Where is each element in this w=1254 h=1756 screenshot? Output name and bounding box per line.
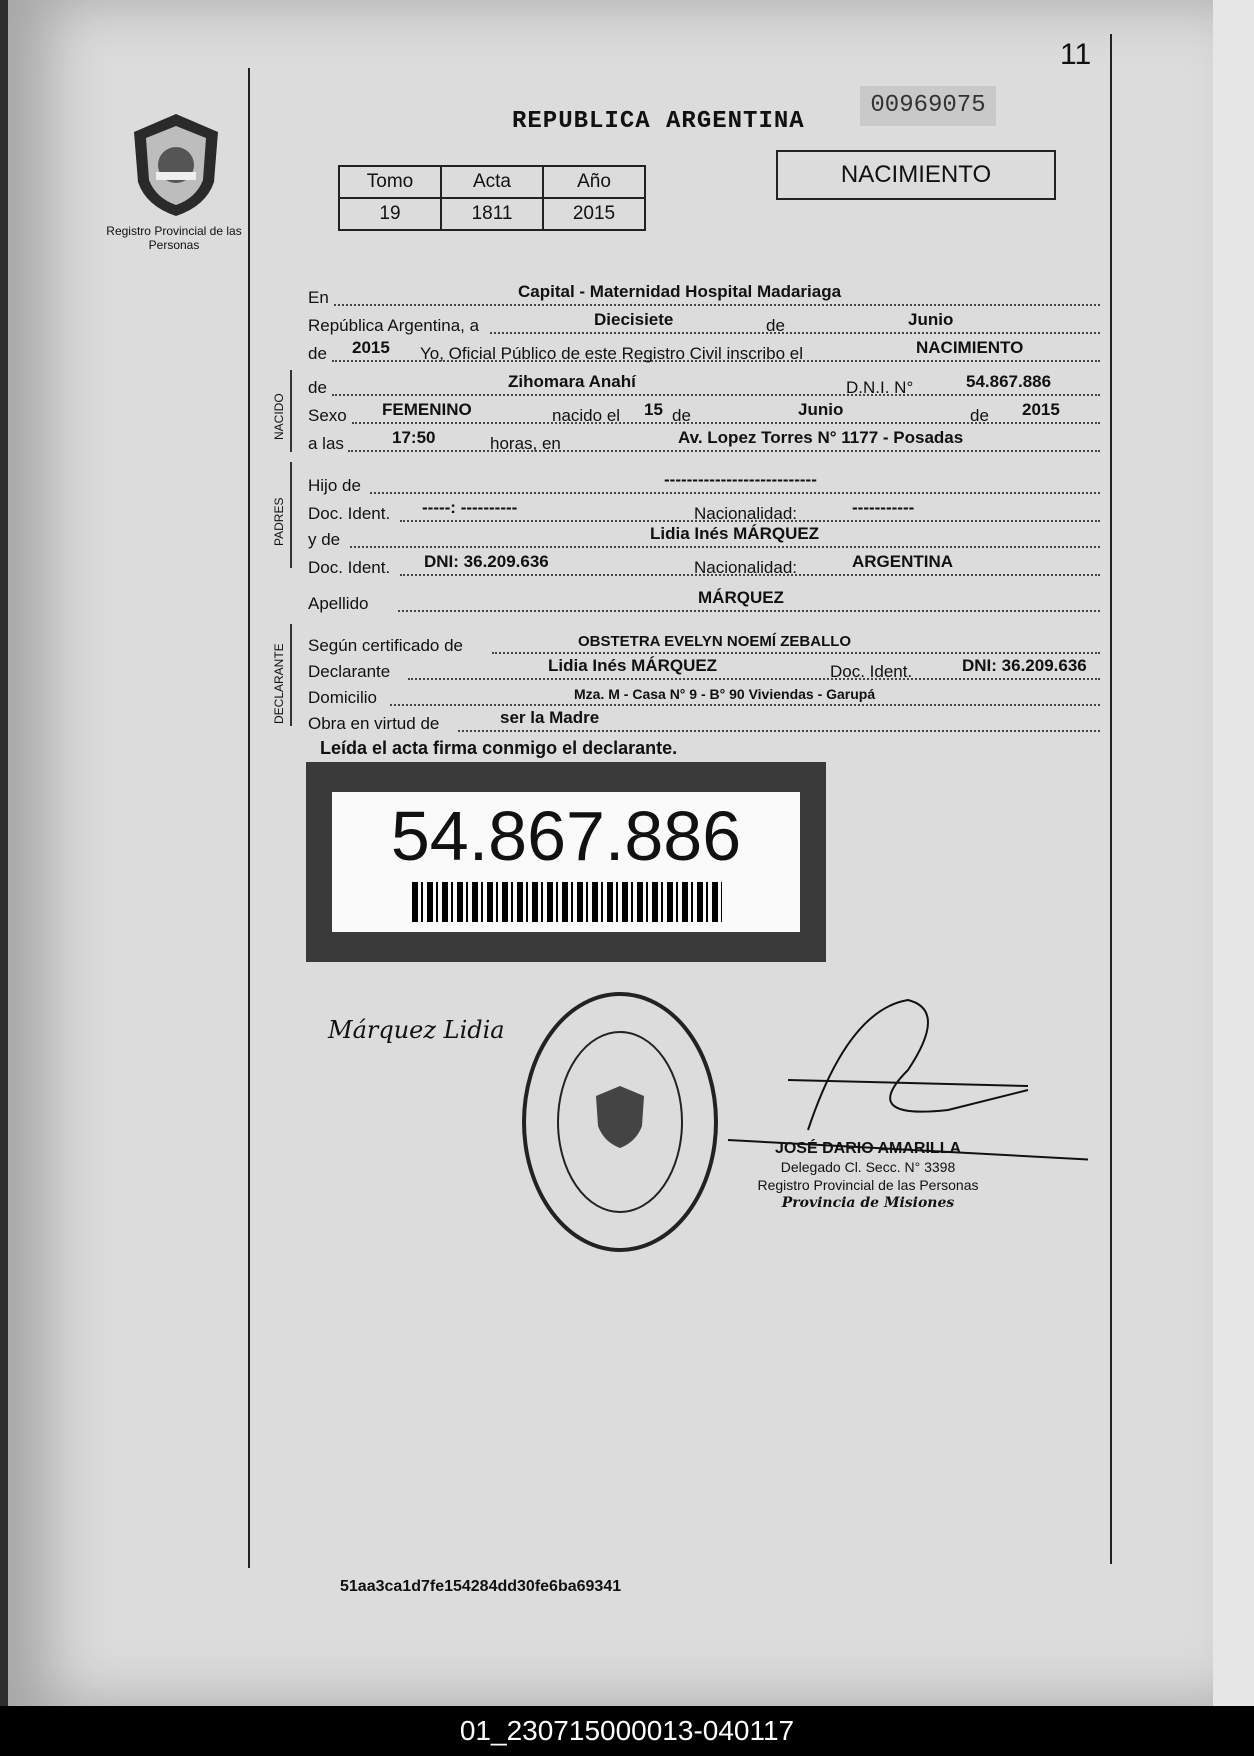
certificate-value: OBSTETRA EVELYN NOEMÍ ZEBALLO: [578, 633, 852, 650]
anio-header: Año: [543, 166, 645, 198]
dni-sticker-number: 54.867.886: [390, 797, 742, 875]
birth-address: Av. Lopez Torres N° 1177 - Posadas: [678, 428, 964, 447]
nacionalidad-label2: Nacionalidad:: [694, 558, 798, 577]
father-row: [308, 470, 1103, 498]
left-margin-line: [248, 68, 250, 1568]
tomo-header: Tomo: [339, 166, 441, 198]
country-title: REPUBLICA ARGENTINA: [512, 108, 805, 135]
apellido-label: Apellido: [308, 594, 369, 613]
oficial-text: Yo, Oficial Público de este Registro Civil inscribo el: [420, 344, 803, 363]
acta-value: 1811: [441, 198, 543, 230]
handwritten-signature: Márquez Lidia: [328, 1016, 505, 1044]
signature-statement: Leída el acta firma conmigo el declarante.: [320, 738, 678, 758]
doc-ident-label3: Doc. Ident.: [830, 662, 913, 681]
obra-value: ser la Madre: [500, 708, 600, 727]
registry-logo: [126, 110, 226, 220]
right-margin-line: [1110, 34, 1112, 1564]
dni-label: D.N.I. N°: [846, 378, 914, 397]
official-province: Provincia de Misiones: [781, 1195, 955, 1211]
register-table: [338, 165, 646, 231]
certificate-sheet: [8, 0, 1213, 1706]
birth-time: 17:50: [392, 428, 436, 447]
anio-value: 2015: [543, 198, 645, 230]
mother-row: [308, 524, 1103, 552]
table-header-row: [339, 166, 645, 198]
birth-day: 15: [644, 400, 663, 419]
year-value: 2015: [352, 338, 390, 357]
declarant-name: Lidia Inés MÁRQUEZ: [548, 656, 718, 675]
de-label2: de: [672, 406, 691, 425]
de2-label: de: [308, 344, 327, 363]
de-label: de: [766, 316, 785, 335]
barcode-icon: [412, 882, 722, 922]
declarant-row: [308, 656, 1103, 684]
segun-label: Según certificado de: [308, 636, 463, 655]
doc-ident-label: Doc. Ident.: [308, 504, 391, 523]
coat-of-arms-icon: [126, 110, 226, 220]
father-name: ---------------------------: [664, 470, 817, 489]
nacido-section-label: NACIDO: [272, 393, 286, 440]
time-row: [308, 428, 1103, 456]
tomo-value: 19: [339, 198, 441, 230]
obra-row: [308, 708, 1103, 736]
scan-footer: 01_230715000013-040117: [0, 1706, 1254, 1756]
acta-header: Acta: [441, 166, 543, 198]
sex-row: [308, 400, 1103, 428]
official-office: Registro Provincial de las Personas: [757, 1177, 979, 1193]
en-label: En: [308, 288, 329, 307]
address-row: [308, 682, 1103, 710]
doc-ident-label2: Doc. Ident.: [308, 558, 391, 577]
date-row: [308, 310, 1103, 338]
father-nationality: -----------: [852, 498, 915, 517]
horas-label: horas, en: [490, 434, 561, 453]
surname-value: MÁRQUEZ: [698, 588, 784, 607]
declarant-doc: DNI: 36.209.636: [962, 656, 1087, 675]
nacido-el-label: nacido el: [552, 406, 621, 425]
y-de-label: y de: [308, 530, 341, 549]
mother-nationality: ARGENTINA: [852, 552, 954, 571]
month-value: Junio: [908, 310, 954, 329]
de-label3: de: [970, 406, 989, 425]
official-seal: [520, 990, 720, 1254]
official-block: [748, 1140, 988, 1212]
father-doc-row: [308, 498, 1103, 526]
day-value: Diecisiete: [594, 310, 674, 329]
padres-section-label: PADRES: [272, 497, 286, 546]
certificate-row: [308, 630, 1103, 658]
child-dni: 54.867.886: [966, 372, 1052, 391]
hijo-de-label: Hijo de: [308, 476, 361, 495]
mother-doc-row: [308, 552, 1103, 580]
name-row: [308, 372, 1103, 400]
nacionalidad-label: Nacionalidad:: [694, 504, 798, 523]
record-type-box: NACIMIENTO: [776, 150, 1056, 200]
republica-label: República Argentina, a: [308, 316, 480, 335]
document-hash: 51aa3ca1d7fe154284dd30fe6ba69341: [340, 1578, 622, 1595]
domicilio-label: Domicilio: [308, 688, 377, 707]
mother-name: Lidia Inés MÁRQUEZ: [650, 524, 820, 543]
father-doc: -----: ----------: [422, 498, 518, 517]
child-name: Zihomara Anahí: [508, 372, 636, 391]
birth-year: 2015: [1022, 400, 1060, 419]
registry-logo-caption: Registro Provincial de las Personas: [106, 224, 242, 252]
page-number: 11: [1060, 38, 1092, 71]
mother-doc: DNI: 36.209.636: [424, 552, 549, 571]
declarante-label: Declarante: [308, 662, 391, 681]
birth-month: Junio: [798, 400, 844, 419]
sexo-value: FEMENINO: [382, 400, 472, 419]
surname-row: [308, 588, 1103, 616]
declarante-section-label: DECLARANTE: [272, 643, 286, 724]
official-name: JOSÉ DARIO AMARILLA: [774, 1140, 962, 1157]
declarant-address: Mza. M - Casa N° 9 - B° 90 Viviendas - Garupá: [574, 686, 876, 702]
de-label: de: [308, 378, 327, 397]
place-row: [308, 282, 1103, 310]
place-value: Capital - Maternidad Hospital Madariaga: [518, 282, 842, 301]
serial-number: 00969075: [860, 86, 996, 126]
a-las-label: a las: [308, 434, 344, 453]
table-value-row: [339, 198, 645, 230]
year-row: [308, 338, 1103, 366]
official-role: Delegado Cl. Secc. N° 3398: [780, 1159, 956, 1175]
seal-icon: [520, 990, 720, 1254]
dni-sticker: [306, 762, 826, 962]
obra-label: Obra en virtud de: [308, 714, 440, 733]
page-edge: [1213, 0, 1254, 1706]
event-value: NACIMIENTO: [916, 338, 1024, 357]
sexo-label: Sexo: [308, 406, 347, 425]
dni-sticker-label: [332, 792, 800, 932]
